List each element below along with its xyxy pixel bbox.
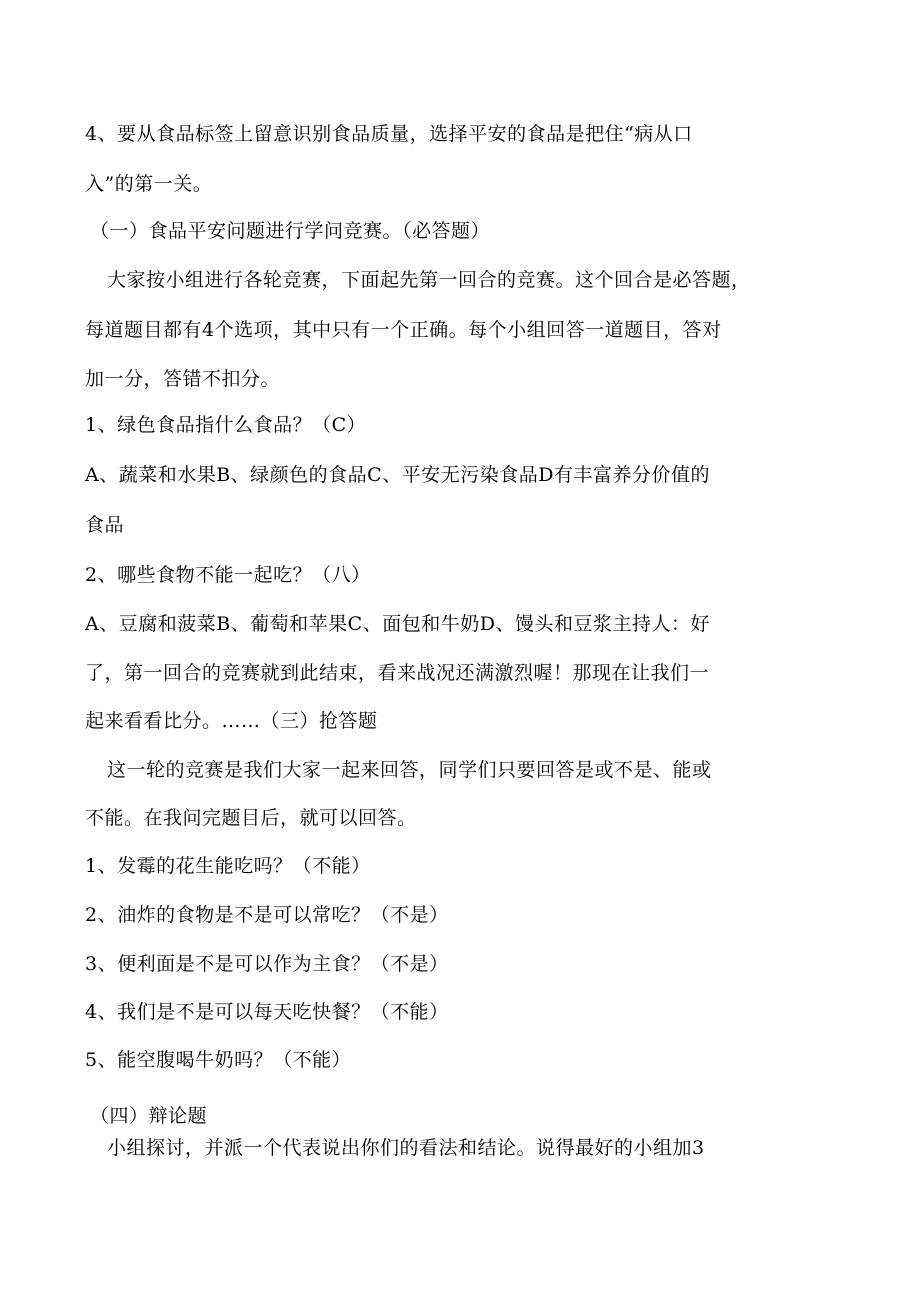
options-line: A、豆腐和菠菜B、葡萄和苹果C、面包和牛奶D、馒头和豆浆主持人：好 — [85, 613, 710, 635]
options-line: 食品 — [85, 514, 125, 536]
paragraph-line: 每道题目都有4个选项，其中只有一个正确。每个小组回答一道题目，答对 — [85, 319, 722, 341]
options-line: A、蔬菜和水果B、绿颜色的食品C、平安无污染食品D有丰富养分价值的 — [85, 464, 710, 486]
paragraph-line: 了，第一回合的竞赛就到此结束，看来战况还满激烈喔！那现在让我们一 — [85, 662, 710, 684]
question-line: 2、哪些食物不能一起吃？（八） — [85, 564, 371, 586]
paragraph-line: 这一轮的竞赛是我们大家一起来回答，同学们只要回答是或不是、能或 — [107, 759, 712, 781]
paragraph-line: 入”的第一关。 — [85, 173, 213, 195]
question-line: 5、能空腹喝牛奶吗？（不能） — [85, 1049, 352, 1071]
question-line: 1、发霉的花生能吃吗？（不能） — [85, 855, 371, 877]
question-line: 2、油炸的食物是不是可以常吃？（不是） — [85, 904, 449, 926]
paragraph-line: 不能。在我问完题目后，就可以回答。 — [85, 807, 417, 829]
paragraph-line: 4、要从食品标签上留意识别食品质量，选择平安的食品是把住“病从口 — [85, 123, 693, 145]
section-heading: （一）食品平安问题进行学问竞赛。（必答题） — [90, 220, 491, 242]
paragraph-line: 起来看看比分。……（三）抢答题 — [85, 710, 378, 732]
paragraph-line: 加一分，答错不扣分。 — [85, 368, 281, 390]
section-heading: （四）辩论题 — [90, 1105, 208, 1127]
question-line: 1、绿色食品指什么食品？（C） — [85, 414, 367, 436]
question-line: 4、我们是不是可以每天吃快餐？（不能） — [85, 1001, 449, 1023]
paragraph-line: 大家按小组进行各轮竞赛，下面起先第一回合的竞赛。这个回合是必答题， — [107, 269, 751, 291]
paragraph-line: 小组探讨，并派一个代表说出你们的看法和结论。说得最好的小组加3 — [107, 1137, 705, 1159]
question-line: 3、便利面是不是可以作为主食？（不是） — [85, 953, 449, 975]
